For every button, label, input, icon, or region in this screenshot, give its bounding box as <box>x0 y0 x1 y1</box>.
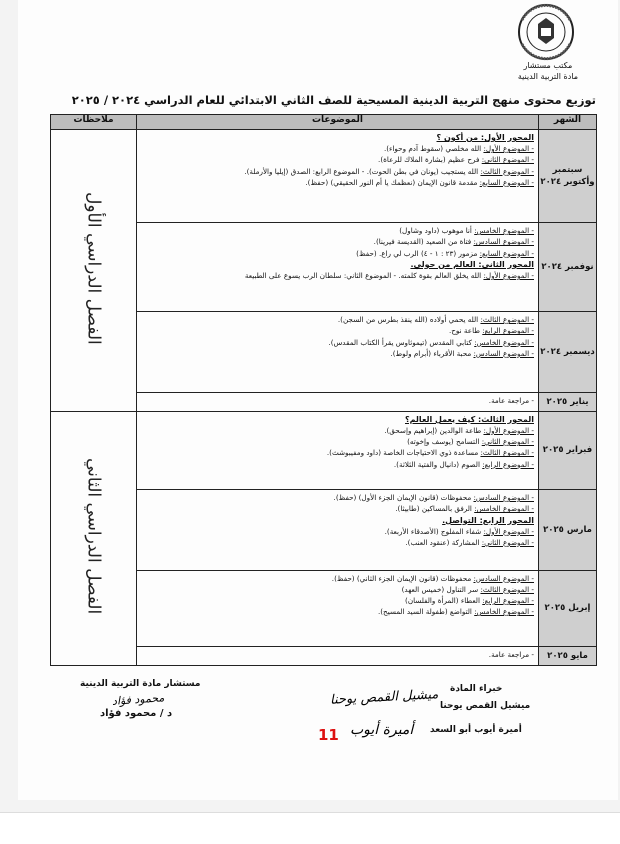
topic-label: - الموضوع الرابع: <box>482 326 534 336</box>
expert1-name: ميشيل القمص يوحنا <box>440 701 531 711</box>
topic-line <box>141 236 534 247</box>
topic-text: طاعة نوح. <box>449 326 483 336</box>
page-number: 11 <box>318 726 339 744</box>
month-cell: سبتمبر وأكتوبر ٢٠٢٤ <box>539 130 597 223</box>
topic-label: - الموضوع السادس: <box>473 237 534 247</box>
expert1-signature: ميشيل القمص يوحنا <box>329 687 439 708</box>
topics-header: الموضوعات <box>137 115 539 130</box>
topic-label: - الموضوع الثالث: <box>480 584 534 594</box>
topic-line <box>141 248 534 259</box>
semester-2-label: الفصل الدراسي الثاني <box>83 458 104 615</box>
topic-label: - الموضوع الخامس: <box>474 607 534 617</box>
topic-label: - الموضوع الأول: <box>483 271 534 281</box>
month-cell: يناير ٢٠٢٥ <box>539 392 597 411</box>
topic-line <box>141 395 534 406</box>
topic-label: - الموضوع الخامس: <box>474 504 534 514</box>
topic-line <box>141 526 534 537</box>
topic-label: - الموضوع الثاني: <box>481 155 534 165</box>
topic-text: محفوظات (قانون الإيمان الجزء الأول) (حفظ). <box>333 493 474 503</box>
topic-line <box>141 573 534 584</box>
topic-text: - مراجعة عامة. <box>488 649 534 659</box>
semester-1-label: الفصل الدراسي الأول <box>83 191 104 345</box>
topic-line <box>141 595 534 606</box>
topic-text: - مراجعة عامة. <box>488 395 534 405</box>
topic-label: - الموضوع الرابع: <box>482 459 534 469</box>
topic-line <box>141 649 534 660</box>
topic-line <box>141 459 534 470</box>
topic-line <box>141 143 534 154</box>
topic-line <box>141 225 534 236</box>
topic-label: - الموضوع السادس: <box>473 493 534 503</box>
notes-cell <box>51 411 137 665</box>
topic-text: محفوظات (قانون الإيمان الجزء الثاني) (حفظ). <box>331 573 474 583</box>
topic-text: أنا موهوب (داود وشاول) <box>399 226 475 236</box>
month-cell: ديسمبر ٢٠٢٤ <box>539 312 597 393</box>
topic-text: مقدمة قانون الإيمان (نعظمك يا أم النور الحقيقي) (حفظ). <box>305 177 480 187</box>
ministry-seal-icon <box>504 2 588 62</box>
topic-line <box>141 436 534 447</box>
topics-cell <box>137 223 539 312</box>
topic-text: الصوم (دانيال والفتية الثلاثة). <box>393 459 483 469</box>
topic-line <box>141 166 534 177</box>
topic-label: - الموضوع السادس: <box>473 573 534 583</box>
month-header: الشهر <box>539 115 597 130</box>
topics-cell <box>137 411 539 489</box>
document-title: توزيع محتوى منهج التربية الدينية المسيحية للصف الثاني الابتدائي للعام الدراسي ٢٠٢٤ / ٢٠٢٥ <box>71 93 596 107</box>
table-row <box>51 130 597 223</box>
month-cell: نوفمبر ٢٠٢٤ <box>539 223 597 312</box>
topic-label: - الموضوع الخامس: <box>474 226 534 236</box>
topic-line <box>141 348 534 359</box>
month-cell: إبريل ٢٠٢٥ <box>539 570 597 646</box>
topic-text: فتاة من الصعيد (القديسة فيرينا). <box>373 237 474 247</box>
topic-line <box>141 606 534 617</box>
expert2-signature: أميرة أيوب <box>350 722 414 738</box>
axis-heading <box>141 132 534 143</box>
notes-cell <box>51 130 137 412</box>
month-cell: فبراير ٢٠٢٥ <box>539 411 597 489</box>
axis-heading <box>141 259 534 270</box>
topic-text: الرفق بالمساكين (طابيثا). <box>395 504 475 514</box>
topic-line <box>141 537 534 548</box>
topic-line <box>141 492 534 503</box>
topic-line <box>141 325 534 336</box>
advisor-name: د / محمود فؤاد <box>100 708 173 719</box>
topic-line <box>141 177 534 188</box>
experts-title: خبراء المادة <box>450 684 503 694</box>
topic-text: المحور الرابع: التواصل. <box>442 515 534 525</box>
topic-text: الله مخلصي (سقوط آدم وحواء). <box>383 144 484 154</box>
axis-heading <box>141 414 534 425</box>
advisor-title: مستشار مادة التربية الدينية <box>80 679 201 689</box>
topic-label: - الموضوع السابع: <box>479 177 534 187</box>
topics-cell <box>137 490 539 571</box>
topic-label: - الموضوع الثالث: <box>480 315 534 325</box>
topic-text: المشاركة (عنقود العنب). <box>405 537 482 547</box>
topic-line <box>141 270 534 281</box>
topic-text: التسامح (يوسف وإخوته) <box>407 437 482 447</box>
topic-line <box>141 314 534 325</box>
topics-cell <box>137 130 539 223</box>
topic-label: - الموضوع الخامس: <box>474 337 534 347</box>
topic-text: المحور الثاني: العالم من حولي. <box>410 259 534 269</box>
month-cell: مايو ٢٠٢٥ <box>539 646 597 665</box>
topics-cell <box>137 646 539 665</box>
topic-label: - الموضوع الثاني: <box>481 537 534 547</box>
topic-text: الله يحمي أولاده (الله ينقذ بطرس من السجن). <box>337 315 481 325</box>
topic-label: - الموضوع الثالث: <box>480 166 534 176</box>
month-cell: مارس ٢٠٢٥ <box>539 490 597 571</box>
topic-label: - الموضوع الثالث: <box>480 448 534 458</box>
topic-label: - الموضوع السادس: <box>473 348 534 358</box>
topic-line <box>141 154 534 165</box>
advisor-signature: محمود فؤاد <box>111 691 165 708</box>
topics-cell <box>137 392 539 411</box>
topic-text: المحور الثالث: كيف يعمل العالم؟ <box>405 414 534 424</box>
topic-line <box>141 447 534 458</box>
topic-line <box>141 425 534 436</box>
table-row <box>51 411 597 489</box>
topic-label: - الموضوع الثاني: <box>481 437 534 447</box>
expert2-name: أميرة أيوب أبو السعد <box>430 725 522 735</box>
topics-cell <box>137 312 539 393</box>
topic-text: مزمور (٢٣ : ١ - ٤) الرب لي راع. (حفظ) <box>356 248 480 258</box>
notes-header: ملاحظات <box>51 115 137 130</box>
topic-line <box>141 503 534 514</box>
axis-heading <box>141 515 534 526</box>
topic-line <box>141 584 534 595</box>
topic-text: محبة الأقرباء (أبرام ولوط). <box>390 348 474 358</box>
topic-line <box>141 337 534 348</box>
topic-text: الله يخلق العالم بقوة كلمته. - الموضوع الثاني: سلطان الرب يسوع على الطبيعة <box>244 271 484 281</box>
topic-label: - الموضوع السابع: <box>479 248 534 258</box>
topic-label: - الموضوع الأول: <box>483 526 534 536</box>
topic-label: - الموضوع الرابع: <box>482 596 534 606</box>
next-page-edge <box>0 812 620 844</box>
topic-text: الله يستجيب (يونان في بطن الحوت). - الموضوع الرابع: الصدق (إيليا والأرملة). <box>244 166 481 176</box>
topics-cell <box>137 570 539 646</box>
topic-text: مساعدة ذوي الاحتياجات الخاصة (داود ومفيبوشث). <box>326 448 481 458</box>
topic-text: التواضع (طفولة السيد المسيح). <box>377 607 475 617</box>
curriculum-table <box>50 114 597 666</box>
topic-text: شفاء المفلوج (الأصدقاء الأربعة). <box>384 526 484 536</box>
topic-text: العطاء (المرأة والفلسان) <box>405 596 483 606</box>
topic-label: - الموضوع الأول: <box>483 425 534 435</box>
topic-text: كتابي المقدس (تيموثاوس يقرأ الكتاب المقدس). <box>328 337 475 347</box>
topic-text: سر التناول (خميس العهد) <box>401 584 481 594</box>
topic-label: - الموضوع الأول: <box>483 144 534 154</box>
topic-text: فرح عظيم (بشارة الملاك للرعاة). <box>378 155 482 165</box>
topic-text: المحور الأول: من أكون ؟ <box>436 133 534 142</box>
office-name: مكتب مستشار مادة التربية الدينية <box>517 61 578 81</box>
topic-text: طاعة الوالدين (إبراهيم وإسحق). <box>384 425 484 435</box>
